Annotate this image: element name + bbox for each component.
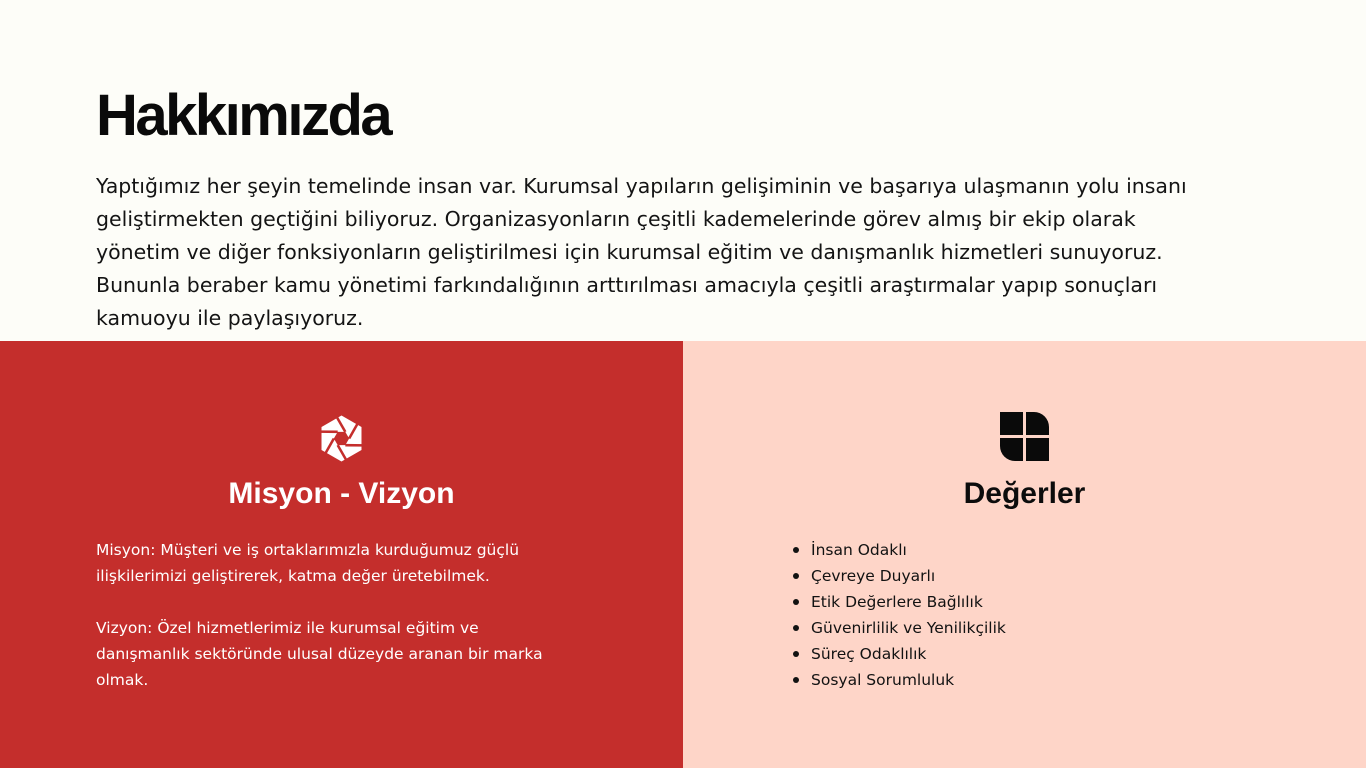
vision-text [96,615,596,693]
list-item: Etik Değerlere Bağlılık [792,589,1006,615]
list-item: İnsan Odaklı [792,537,1006,563]
intro-line: yönetim ve diğer fonksiyonların geliştirilmesi için kurumsal eğitim ve danışmanlık hizmetleri sunuyoruz. [96,240,1163,264]
list-item: Güvenirlilik ve Yenilikçilik [792,615,1006,641]
list-item: Süreç Odaklılık [792,641,1006,667]
intro-line: kamuoyu ile paylaşıyoruz. [96,306,364,330]
values-list [792,537,1006,693]
vision-line: olmak. [96,671,149,689]
intro-line: Bununla beraber kamu yönetimi farkındalığının arttırılması amacıyla çeşitli araştırmalar yapıp sonuçları [96,273,1158,297]
vision-line: danışmanlık sektöründe ulusal düzeyde aranan bir marka [96,645,543,663]
values-panel [683,341,1366,768]
vision-line: Vizyon: Özel hizmetlerimiz ile kurumsal eğitim ve [96,619,479,637]
list-item: Çevreye Duyarlı [792,563,1006,589]
list-item: Sosyal Sorumluluk [792,667,1006,693]
mission-line: ilişkilerimizi geliştirerek, katma değer üretebilmek. [96,567,490,585]
blocks-icon [1000,412,1049,461]
intro-paragraph [96,170,1256,335]
mission-vision-heading: Misyon - Vizyon [228,477,455,510]
mission-text [96,537,596,589]
intro-line: geliştirmekten geçtiğini biliyoruz. Organizasyonların çeşitli kademelerinde görev almış bir ekip olarak [96,207,1136,231]
page-title: Hakkımızda [96,83,391,148]
aperture-icon [317,414,366,463]
mission-line: Misyon: Müşteri ve iş ortaklarımızla kurduğumuz güçlü [96,541,520,559]
intro-line: Yaptığımız her şeyin temelinde insan var. Kurumsal yapıların gelişiminin ve başarıya ulaşmanın yolu insanı [96,174,1187,198]
about-section [0,0,1366,341]
values-heading: Değerler [963,477,1086,510]
